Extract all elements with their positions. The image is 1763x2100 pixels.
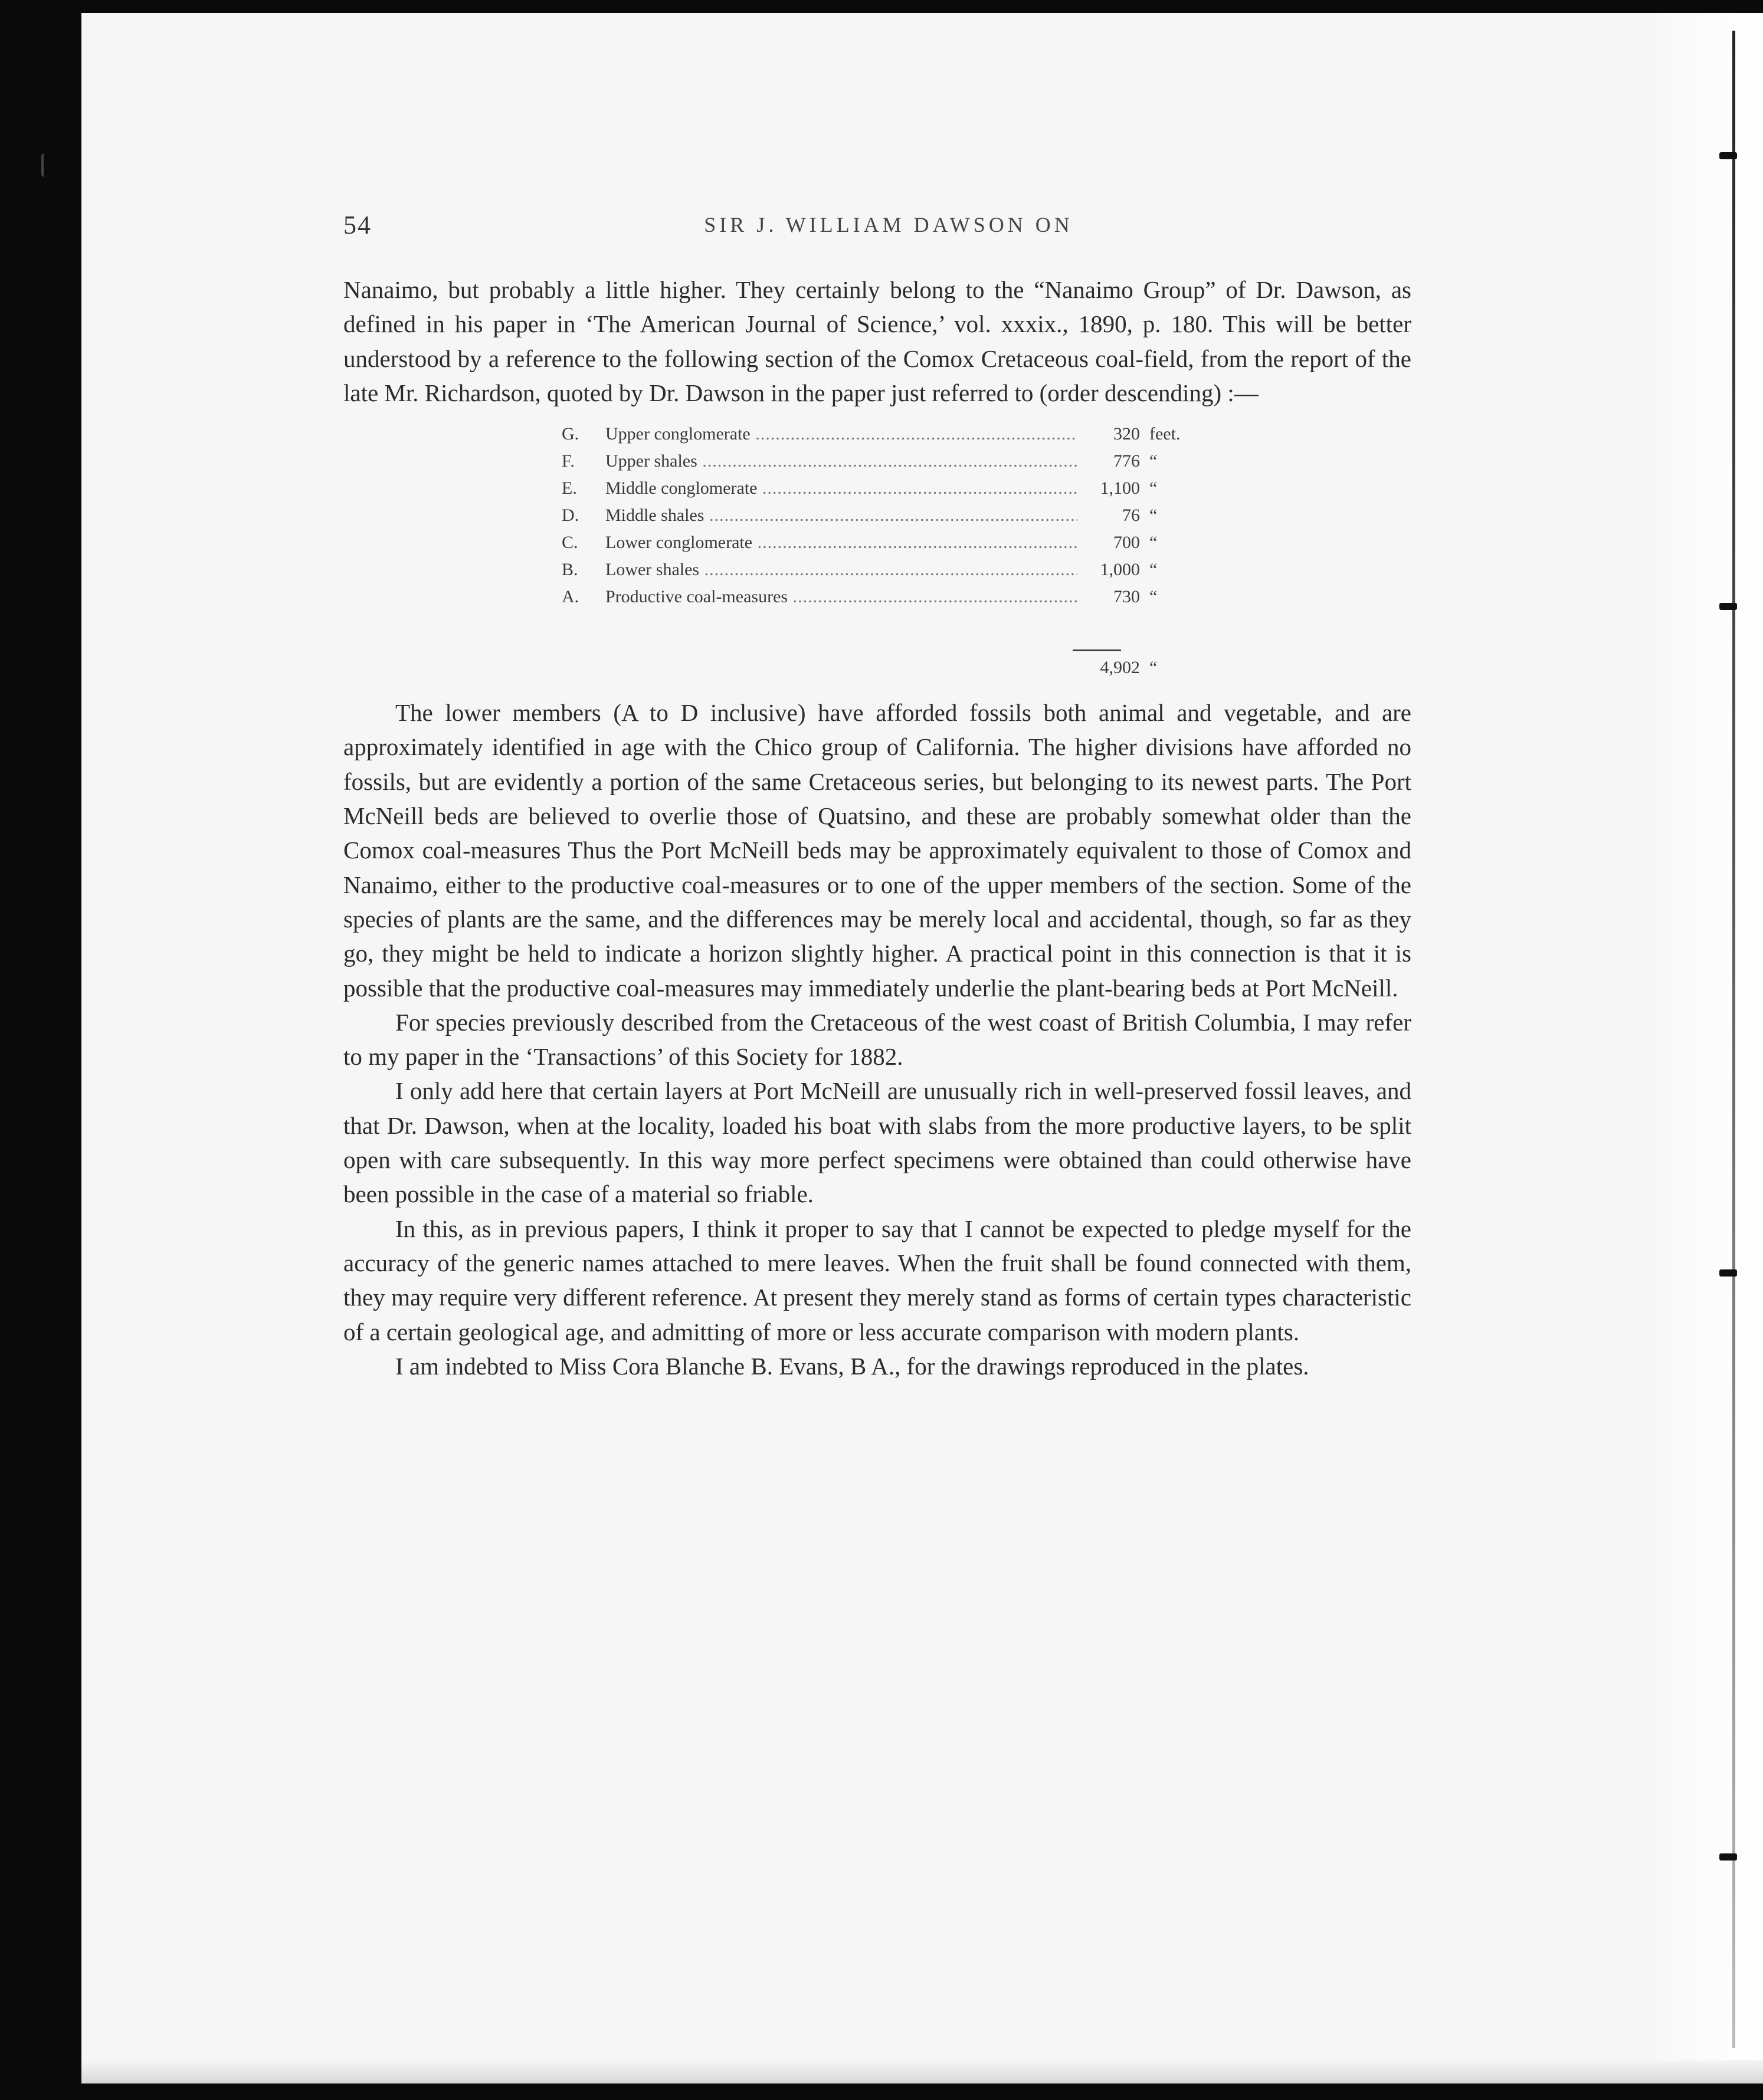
page-bottom-edge [81,2060,1763,2083]
table-row [562,448,1187,475]
row-unit: “ [1149,587,1158,607]
total-unit: “ [1149,658,1158,678]
table-row [562,421,1187,448]
binding-mark [1719,1269,1737,1277]
scan-artifact [41,153,47,177]
row-unit: “ [1149,506,1158,526]
paragraph: For species previously described from the Cretaceous of the west coast of British Columbia, I may refer to my paper in the ‘Transactions’ of this Society for 1882. [343,1008,1411,1071]
page-number: 54 [343,211,372,239]
row-description: Upper shales ..... [605,448,1077,475]
binding-edge-line [1732,31,1735,2048]
row-thickness: 76 [1122,506,1140,526]
row-letter: G. [562,424,579,444]
running-head [343,210,1080,245]
row-unit: “ [1149,478,1158,498]
total-row [562,654,1187,681]
binding-mark [1719,603,1737,610]
row-letter: B. [562,560,578,580]
row-description: Lower conglomerate ..... [605,529,1077,556]
table-row [562,529,1187,556]
page-body [343,273,1411,1383]
table-row [562,475,1187,502]
row-description: Upper conglomerate ..... [605,421,1077,448]
page-spine-shadow [1645,13,1763,2083]
running-title: SIR J. WILLIAM DAWSON ON [704,213,1073,237]
table-row [562,556,1187,583]
total-thickness: 4,902 [1100,658,1140,678]
binding-mark [1719,1853,1737,1861]
row-thickness: 776 [1113,451,1140,471]
paragraph: I only add here that certain layers at Port McNeill are unusually rich in well-preserved fossil leaves, and that Dr. Dawson, when at the locality, loaded his boat with slabs from the more productive layers, to be split open with care subsequently. In this way more perfect specimens were obtained than could otherwise have been possible in the case of a material so friable. [343,1077,1411,1208]
row-unit: “ [1149,560,1158,580]
row-thickness: 700 [1113,533,1140,553]
row-letter: A. [562,587,579,607]
row-thickness: 1,100 [1100,478,1140,498]
section-table [343,421,1411,680]
row-unit: feet. [1149,424,1181,444]
paragraph: I am indebted to Miss Cora Blanche B. Evans, B A., for the drawings reproduced in the plates. [395,1352,1309,1380]
total-rule [1073,649,1121,651]
row-description: Productive coal-measures ..... [605,583,1077,611]
row-thickness: 730 [1113,587,1140,607]
row-description: Middle shales ..... [605,502,1077,529]
paragraph: The lower members (A to D inclusive) have afforded fossils both animal and vegetable, and are approximately identified in age with the Chico group of California. The higher divisions have afforded no fossils, but are evidently a portion of the same Cretaceous series, but belonging to its newest parts. The Port McNeill beds are believed to overlie those of Quatsino, and these are probably somewhat older than the Comox coal-measures Thus the Port McNeill beds may be approximately equivalent to those of Comox and Nanaimo, either to the productive coal-measures or to one of the upper members of the section. Some of the species of plants are the same, and the differences may be merely local and accidental, though, so far as they go, they might be held to indicate a horizon slightly higher. A practical point in this connection is that it is possible that the productive coal-measures may immediately underlie the plant-bearing beds at Port McNeill. [343,699,1411,1002]
row-letter: E. [562,478,577,498]
paragraph: Nanaimo, but probably a little higher. They certainly belong to the “Nanaimo Group” of Dr. Dawson, as defined in his paper in ‘The American Journal of Science,’ vol. xxxix., 1890, p. 180. This will be better understood by a reference to the following section of the Comox Cretaceous coal-field, from the report of the late Mr. Richardson, quoted by Dr. Dawson in the paper just referred to (order descending) :— [343,276,1411,406]
row-thickness: 1,000 [1100,560,1140,580]
row-description: Lower shales ..... [605,556,1077,583]
row-letter: F. [562,451,575,471]
row-description: Middle conglomerate ..... [605,475,1077,502]
table-row [562,583,1187,611]
row-thickness: 320 [1113,424,1140,444]
row-unit: “ [1149,533,1158,553]
row-unit: “ [1149,451,1158,471]
row-letter: D. [562,506,579,526]
paragraph: In this, as in previous papers, I think it proper to say that I cannot be expected to pledge myself for the accuracy of the generic names attached to mere leaves. When the fruit shall be found connected with them, they may require very different reference. At present they merely stand as forms of certain types characteristic of a certain geological age, and admitting of more or less accurate comparison with modern plants. [343,1215,1411,1346]
row-letter: C. [562,533,578,553]
table-row [562,502,1187,529]
binding-mark [1719,152,1737,159]
